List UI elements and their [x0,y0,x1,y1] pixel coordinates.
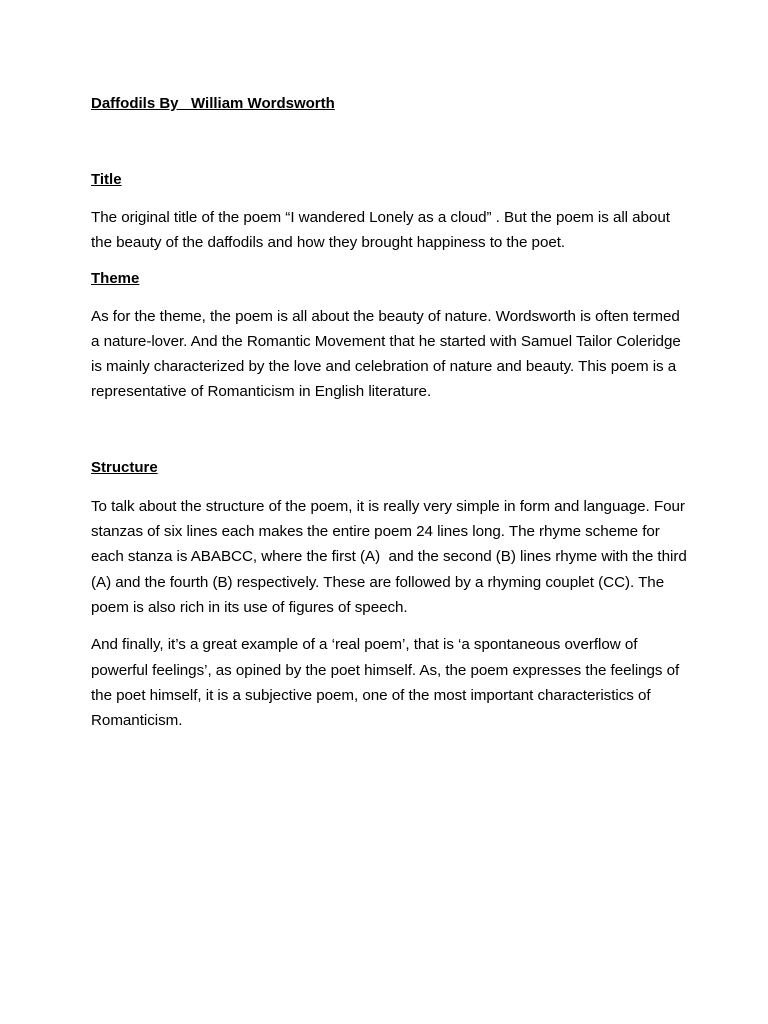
section-conclusion-paragraph: And finally, it’s a great example of a ‘real poem’, that is ‘a spontaneous overflow of powerful feelings’, as opined by the poet himself. As, the poem expresses the feelings of the poet himself, it is a subjective poem, one of the most important characteristics of Romanticism. [91,636,680,730]
section-structure-paragraph: To talk about the structure of the poem, it is really very simple in form and language. Four stanzas of six lines each makes the entire poem 24 lines long. The rhyme scheme for each stanza is ABABCC, where the first (A) and the second (B) lines rhyme with the third (A) and the fourth (B) respectively. These are followed by a rhyming couplet (CC). The poem is also rich in its use of figures of speech. [91,497,691,616]
section-heading-theme: Theme [91,269,140,287]
section-heading-title: Title [91,171,122,188]
document-body [91,92,691,733]
section-theme-paragraph: As for the theme, the poem is all about the beauty of nature. Wordsworth is often termed a nature-lover. And the Romantic Movement that he started with Samuel Tailor Coleridge is mainly characterized by the love and celebration of nature and beauty. This poem is a representative of Romanticism in English literature. [91,307,681,401]
section-title-paragraph: The original title of the poem “I wandered Lonely as a cloud” . But the poem is all about the beauty of the daffodils and how they brought happiness to the poet. [91,209,670,252]
document-title: Daffodils By William Wordsworth [91,95,335,112]
section-heading-structure: Structure [91,458,158,476]
